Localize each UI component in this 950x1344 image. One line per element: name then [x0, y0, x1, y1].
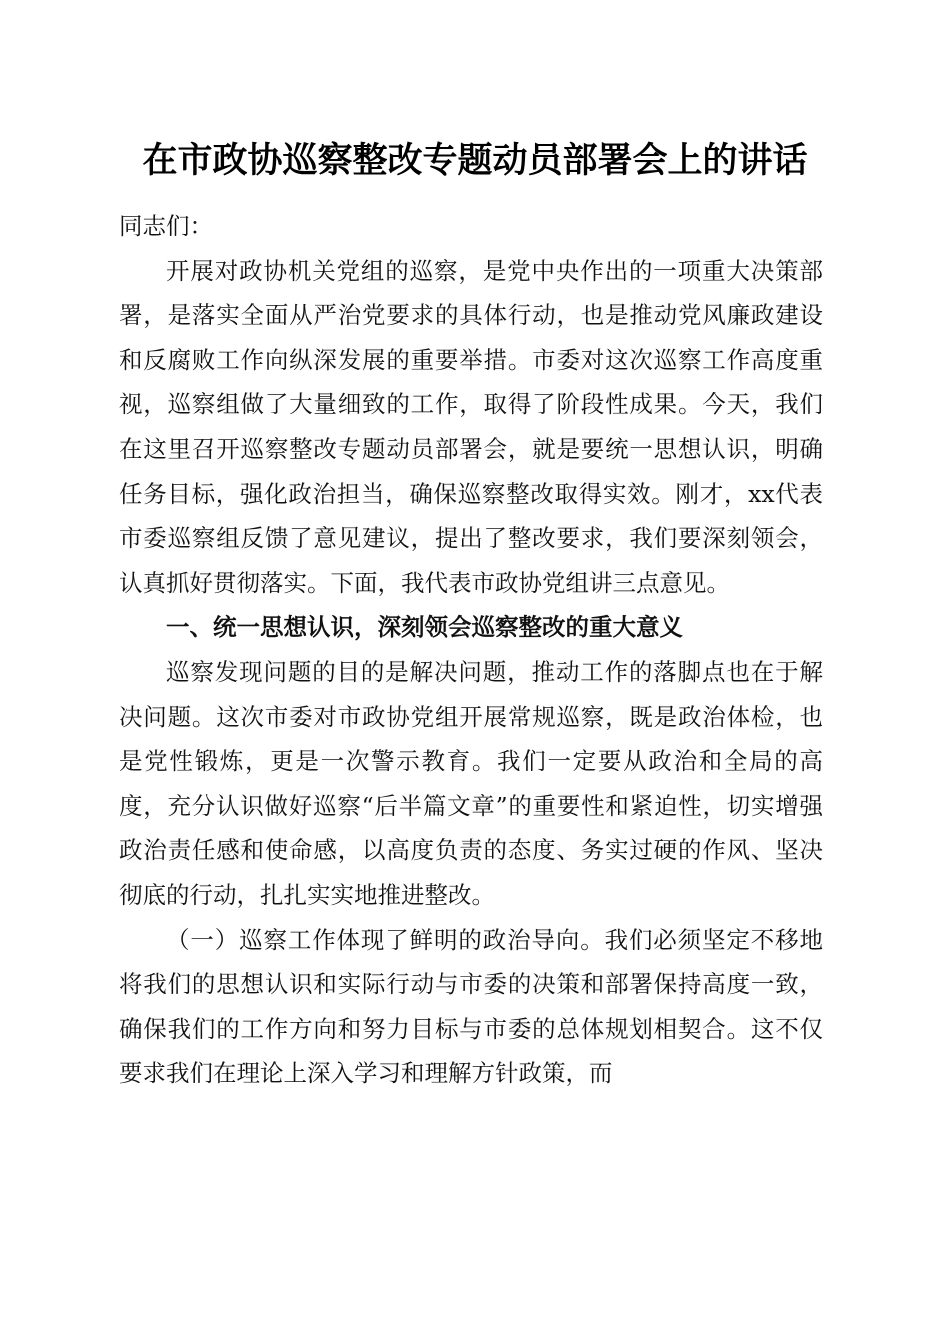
paragraph-section-1: 巡察发现问题的目的是解决问题，推动工作的落脚点也在于解决问题。这次市委对市政协党组开展常规巡察，既是政治体检，也是党性锻炼，更是一次警示教育。我们一定要从政治和全局的高度，充分认识做好巡察“后半篇文章”的重要性和紧迫性，切实增强政治责任感和使命感，以高度负责的态度、务实过硬的作风、坚决彻底的行动，扎扎实实地推进整改。: [119, 657, 823, 909]
document-title: 在市政协巡察整改专题动员部署会上的讲话: [142, 140, 808, 181]
salutation: 同志们：: [119, 212, 213, 240]
paragraph-subsection-1: （一）巡察工作体现了鲜明的政治导向。我们必须坚定不移地将我们的思想认识和实际行动与市委的决策和部署保持高度一致，确保我们的工作方向和努力目标与市委的总体规划相契合。这不仅要求我们在理论上深入学习和理解方针政策，而: [119, 925, 823, 1088]
paragraph-intro: 开展对政协机关党组的巡察，是党中央作出的一项重大决策部署，是落实全面从严治党要求的具体行动，也是推动党风廉政建设和反腐败工作向纵深发展的重要举措。市委对这次巡察工作高度重视，巡察组做了大量细致的工作，取得了阶段性成果。今天，我们在这里召开巡察整改专题动员部署会，就是要统一思想认识，明确任务目标，强化政治担当，确保巡察整改取得实效。刚才，xx代表市委巡察组反馈了意见建议，提出了整改要求，我们要深刻领会，认真抓好贯彻落实。下面，我代表市政协党组讲三点意见。: [119, 256, 823, 597]
document-body: [119, 204, 823, 1096]
section-heading: 一、统一思想认识，深刻领会巡察整改的重大意义: [166, 613, 683, 642]
